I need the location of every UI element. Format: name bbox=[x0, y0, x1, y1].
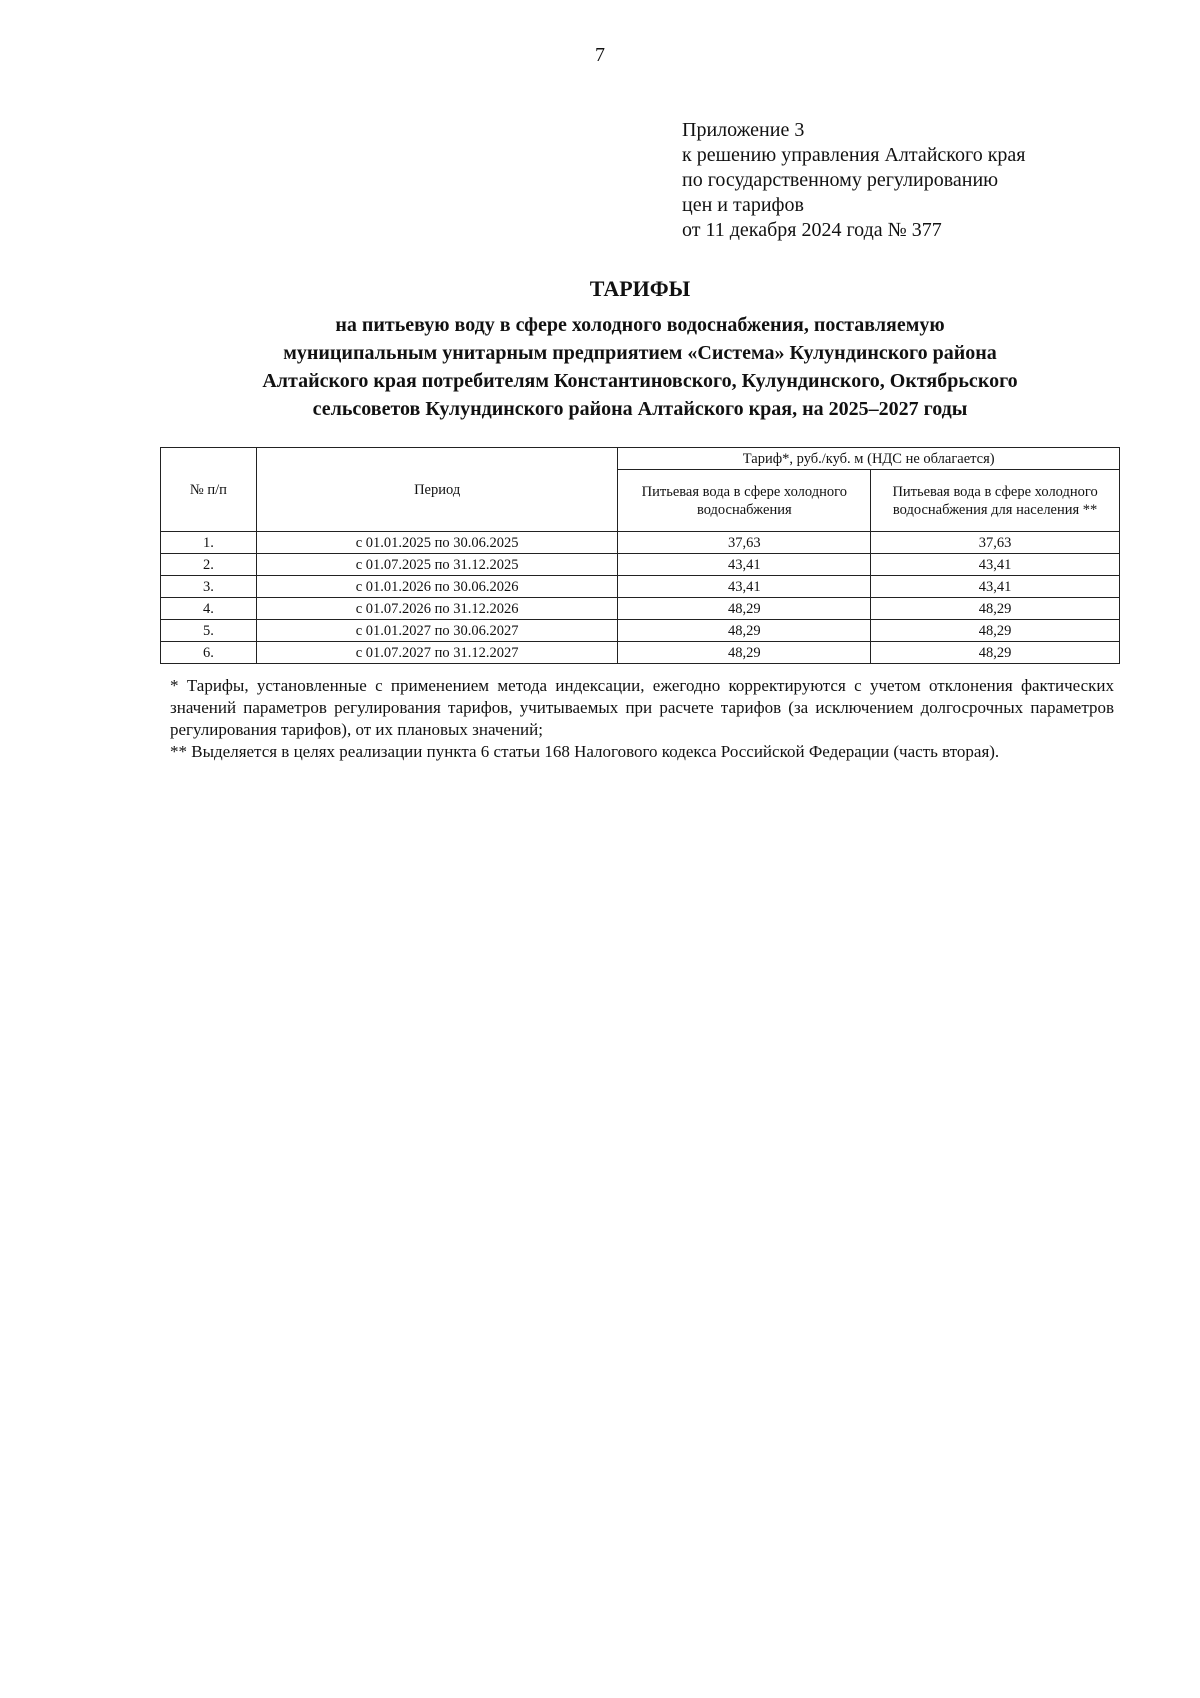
row-population-tariff: 43,41 bbox=[871, 554, 1120, 576]
row-period: с 01.07.2025 по 31.12.2025 bbox=[256, 554, 618, 576]
row-population-tariff: 48,29 bbox=[871, 598, 1120, 620]
document-subtitle bbox=[160, 311, 1120, 423]
row-water-tariff: 48,29 bbox=[618, 598, 871, 620]
table-row bbox=[161, 642, 1120, 664]
appendix-line: Приложение 3 bbox=[682, 119, 805, 141]
tariff-table bbox=[160, 447, 1120, 664]
footnotes bbox=[170, 675, 1114, 763]
page-number: 7 bbox=[595, 44, 605, 66]
row-num: 6. bbox=[161, 642, 257, 664]
appendix-line: к решению управления Алтайского края bbox=[682, 144, 1026, 166]
row-water-tariff: 48,29 bbox=[618, 620, 871, 642]
subtitle-line: муниципальным унитарным предприятием «Система» Кулундинского района bbox=[283, 342, 997, 364]
row-num: 4. bbox=[161, 598, 257, 620]
subtitle-line: Алтайского края потребителям Константиновского, Кулундинского, Октябрьского bbox=[262, 370, 1018, 392]
row-population-tariff: 43,41 bbox=[871, 576, 1120, 598]
footnote-2: ** Выделяется в целях реализации пункта 6 статьи 168 Налогового кодекса Российской Федерации (часть вторая). bbox=[170, 742, 1000, 761]
row-population-tariff: 48,29 bbox=[871, 620, 1120, 642]
row-num: 5. bbox=[161, 620, 257, 642]
appendix-block bbox=[682, 118, 1026, 243]
row-water-tariff: 43,41 bbox=[618, 554, 871, 576]
row-period: с 01.01.2025 по 30.06.2025 bbox=[256, 532, 618, 554]
row-period: с 01.07.2026 по 31.12.2026 bbox=[256, 598, 618, 620]
header-num: № п/п bbox=[161, 448, 257, 532]
table-row bbox=[161, 576, 1120, 598]
row-water-tariff: 43,41 bbox=[618, 576, 871, 598]
table-row bbox=[161, 532, 1120, 554]
appendix-line: цен и тарифов bbox=[682, 194, 804, 216]
appendix-line: по государственному регулированию bbox=[682, 169, 999, 191]
header-tariff-group: Тариф*, руб./куб. м (НДС не облагается) bbox=[618, 448, 1120, 470]
row-water-tariff: 37,63 bbox=[618, 532, 871, 554]
row-num: 1. bbox=[161, 532, 257, 554]
row-period: с 01.01.2027 по 30.06.2027 bbox=[256, 620, 618, 642]
row-num: 3. bbox=[161, 576, 257, 598]
subtitle-line: на питьевую воду в сфере холодного водоснабжения, поставляемую bbox=[335, 314, 945, 336]
header-period: Период bbox=[256, 448, 618, 532]
header-water: Питьевая вода в сфере холодного водоснабжения bbox=[618, 470, 871, 532]
row-population-tariff: 48,29 bbox=[871, 642, 1120, 664]
header-population: Питьевая вода в сфере холодного водоснабжения для населения ** bbox=[871, 470, 1120, 532]
subtitle-line: сельсоветов Кулундинского района Алтайского края, на 2025–2027 годы bbox=[312, 398, 968, 420]
table-row bbox=[161, 620, 1120, 642]
table-row bbox=[161, 598, 1120, 620]
document-title: ТАРИФЫ bbox=[589, 276, 691, 301]
footnote-1: * Тарифы, установленные с применением метода индексации, ежегодно корректируются с учетом отклонения фактических значений параметров регулирования тарифов, учитываемых при расчете тарифов (за исключением долгосрочных параметров регулирования тарифов), от их плановых значений; bbox=[170, 676, 1114, 739]
row-population-tariff: 37,63 bbox=[871, 532, 1120, 554]
appendix-line: от 11 декабря 2024 года № 377 bbox=[682, 219, 942, 241]
row-period: с 01.07.2027 по 31.12.2027 bbox=[256, 642, 618, 664]
row-water-tariff: 48,29 bbox=[618, 642, 871, 664]
table-row bbox=[161, 554, 1120, 576]
title-block bbox=[160, 276, 1120, 423]
row-num: 2. bbox=[161, 554, 257, 576]
row-period: с 01.01.2026 по 30.06.2026 bbox=[256, 576, 618, 598]
